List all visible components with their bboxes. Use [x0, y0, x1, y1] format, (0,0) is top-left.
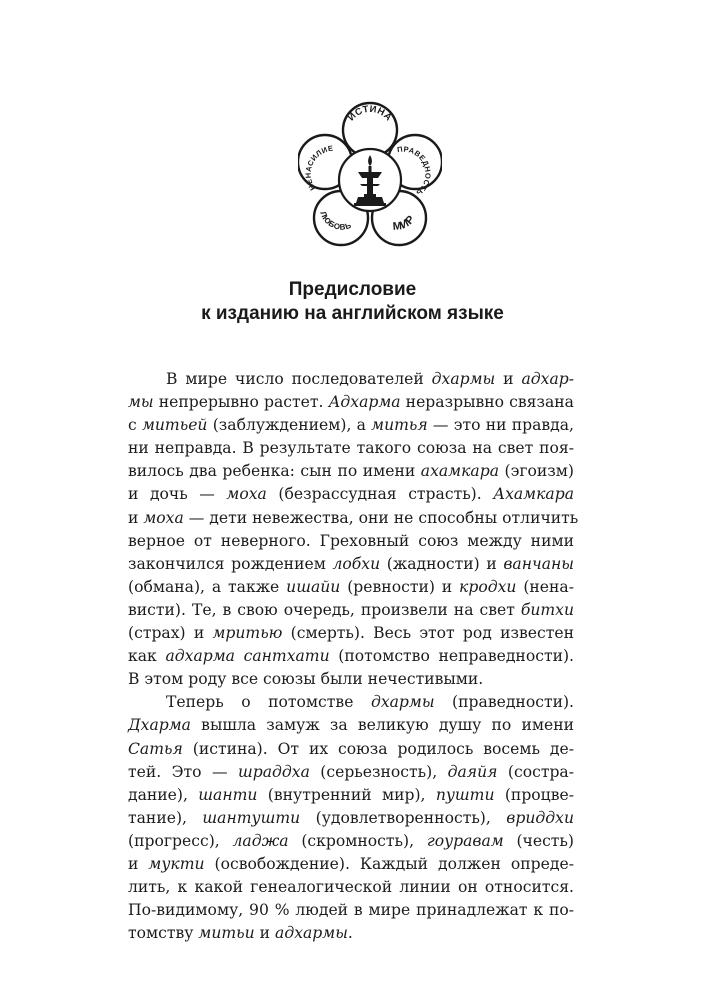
page-title-line-1: Предисловие [288, 279, 417, 300]
italic-term: Ахамкара [493, 485, 574, 504]
italic-term: даяйя [447, 762, 498, 781]
text-run: (заблуждением), а [207, 416, 372, 435]
text-run: (смерть). Весь этот род известен [282, 624, 574, 643]
italic-term: дхармы [431, 370, 496, 388]
text-run: и [495, 370, 522, 388]
italic-term: кродхи [459, 577, 517, 596]
text-run: непрерывно растет. [153, 393, 329, 412]
text-run: и [128, 854, 149, 873]
text-run: вышла замуж за великую душу по имени [190, 716, 574, 735]
text-line [128, 507, 579, 530]
text-line [128, 437, 574, 460]
text-run: и дочь — [128, 485, 227, 504]
italic-term: адхар- [521, 370, 574, 388]
text-run: (процве- [494, 785, 574, 804]
italic-term: мы [128, 393, 154, 412]
lotus-emblem [298, 100, 442, 252]
text-run: неразрывно связана [400, 393, 574, 412]
text-run: с [128, 416, 142, 435]
text-line [128, 668, 574, 691]
text-line [128, 899, 574, 922]
text-line [128, 483, 574, 506]
italic-term: шраддха [237, 762, 310, 781]
text-run: верное от неверного. Греховный союз между ними [128, 531, 574, 550]
text-run: (скромность), [288, 831, 427, 850]
italic-term: шантушти [202, 808, 301, 827]
body-text [128, 368, 579, 945]
text-line [128, 853, 574, 876]
text-run: (потомство неправедности). [329, 647, 574, 666]
text-run: По-видимому, 90 % людей в мире принадлежат к по- [128, 901, 574, 920]
text-line [128, 576, 574, 599]
text-run: В мире число последователей [166, 370, 432, 388]
text-run: (безрассудная страсть). [266, 485, 494, 504]
text-run: (состра- [497, 762, 574, 781]
italic-term: митьей [141, 416, 208, 435]
text-run: В этом роду все союзы были нечестивыми. [128, 670, 484, 689]
text-run: (удовлетворенность), [300, 808, 507, 827]
italic-term: шанти [198, 785, 258, 804]
italic-term: моха [226, 485, 267, 504]
text-run: (эгоизм) [499, 462, 574, 481]
text-run: тей. Это — [128, 762, 238, 781]
emblem-label-nonviolence: НЕНАСИЛИЕ [303, 143, 334, 193]
italic-term: ишайи [286, 577, 341, 596]
text-run: Теперь о потомстве [166, 693, 371, 712]
italic-term: пушти [435, 785, 495, 804]
italic-term: ванчаны [503, 554, 574, 573]
text-line [128, 553, 574, 576]
text-line [128, 368, 574, 391]
text-line [128, 414, 574, 437]
text-run: (ревности) и [340, 577, 460, 596]
emblem-label-peace: МИР [392, 213, 418, 233]
text-run: томству [128, 924, 199, 943]
italic-term: Сатья [128, 739, 183, 758]
text-run: (жадности) и [380, 554, 504, 573]
italic-term: адхарма сантхати [165, 647, 330, 666]
text-run: висти). Те, в свою очередь, произвели на свет [128, 600, 521, 619]
text-line [128, 922, 574, 945]
italic-term: митьи [198, 924, 255, 943]
text-line [128, 761, 574, 784]
text-run: . [347, 924, 353, 943]
text-line [128, 645, 574, 668]
italic-term: дхармы [370, 693, 435, 712]
text-run: (страх) и [128, 624, 213, 643]
text-run: (праведности). [434, 693, 574, 712]
italic-term: гоуравам [426, 831, 504, 850]
text-run: (обмана), а также [128, 577, 287, 596]
text-run: лить, к какой генеалогической линии он относится. [128, 878, 574, 897]
italic-term: митья [371, 416, 428, 435]
text-line [128, 691, 574, 714]
italic-term: битхи [520, 600, 574, 619]
text-run: ни неправда. В результате такого союза на свет поя- [128, 439, 574, 458]
text-line [128, 738, 574, 761]
page-title-line-2: к изданию на английском языке [201, 303, 504, 324]
italic-term: моха [143, 508, 184, 527]
text-run: (прогресс), [128, 831, 233, 850]
italic-term: ахамкара [420, 462, 499, 481]
text-run: (внутренний мир), [257, 785, 436, 804]
paragraph [128, 691, 574, 945]
italic-term: Дхарма [128, 716, 191, 735]
text-run: (истина). От их союза родилось восемь де- [182, 739, 574, 758]
text-line [128, 784, 574, 807]
text-line [128, 622, 574, 645]
italic-term: Адхарма [328, 393, 401, 412]
italic-term: мукти [148, 854, 205, 873]
text-line [128, 599, 574, 622]
text-line [128, 460, 574, 483]
italic-term: ладжа [232, 831, 289, 850]
text-run: — дети невежества, они не способны отличить [183, 508, 579, 527]
text-run: и [254, 924, 276, 943]
emblem-label-love: ЛЮБОВЬ [318, 210, 353, 232]
text-line [128, 714, 574, 737]
page-title [0, 278, 705, 326]
text-line [128, 391, 574, 414]
text-line [128, 807, 574, 830]
text-run: дание), [128, 785, 199, 804]
italic-term: адхармы [275, 924, 348, 943]
text-run: (освобождение). Каждый должен опреде- [204, 854, 574, 873]
text-line [128, 530, 574, 553]
text-run: (серьезность), [309, 762, 448, 781]
text-run: вилось два ребенка: сын по имени [128, 462, 421, 481]
text-run: как [128, 647, 166, 666]
text-run: (нена- [516, 577, 574, 596]
italic-term: мритью [212, 624, 283, 643]
text-line [128, 876, 574, 899]
text-run: тание), [128, 808, 203, 827]
text-run: и [128, 508, 144, 527]
text-run: закончился рождением [128, 554, 333, 573]
text-run: (честь) [503, 831, 575, 850]
paragraph [128, 368, 579, 691]
emblem-label-righteousness: ПРАВЕДНОСТЬ [396, 144, 433, 198]
text-run: — это ни правда, [427, 416, 574, 435]
emblem-label-truth: ИСТИНА [345, 103, 395, 124]
italic-term: вриддхи [506, 808, 574, 827]
text-line [128, 830, 574, 853]
italic-term: лобхи [332, 554, 381, 573]
